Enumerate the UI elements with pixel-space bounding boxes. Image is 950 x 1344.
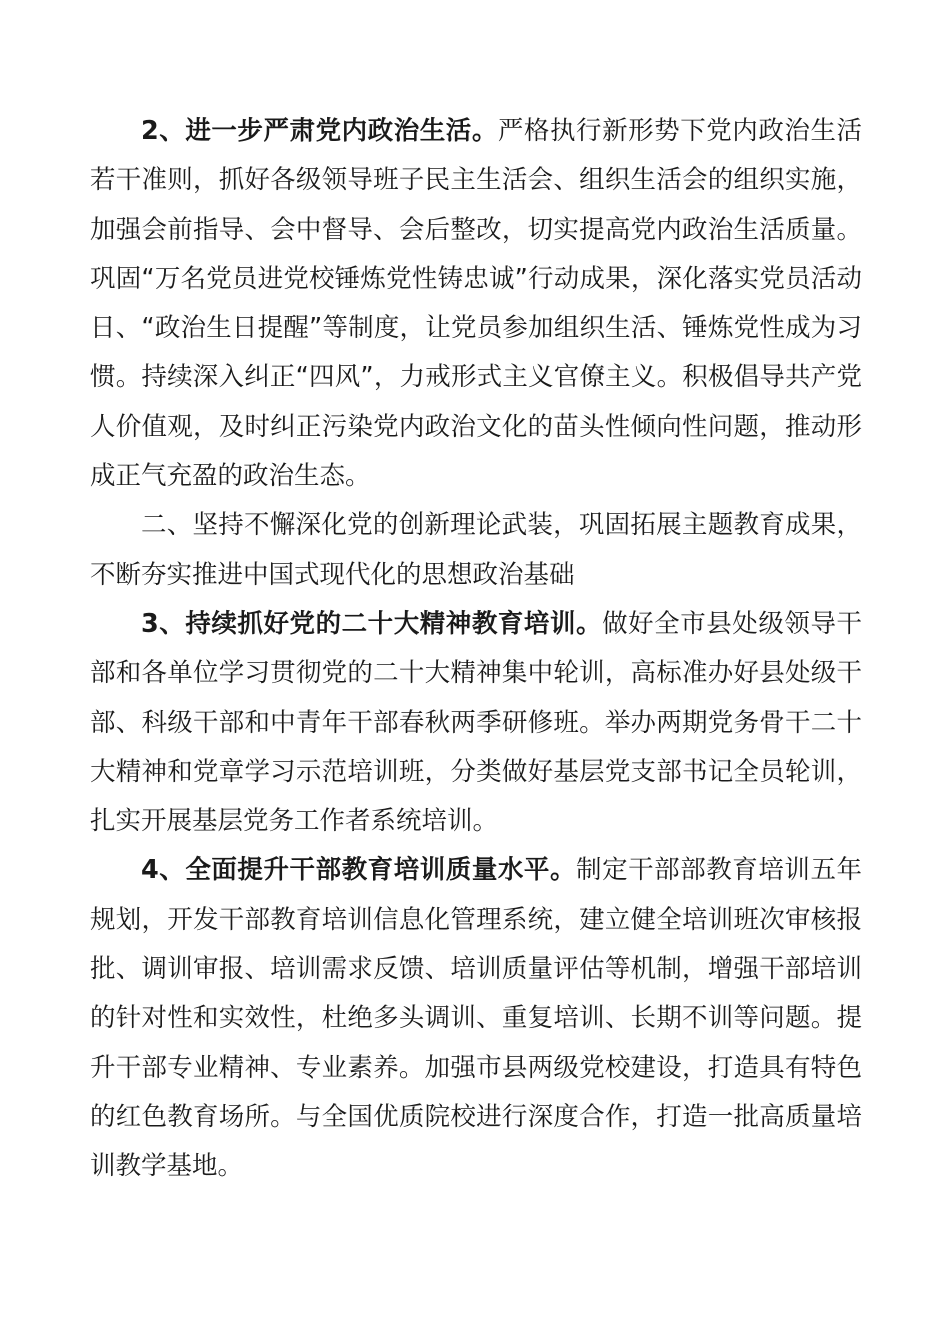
document-page bbox=[90, 107, 862, 1192]
paragraph-body: 制定干部部教育培训五年规划，开发干部教育培训信息化管理系统，建立健全培训班次审核报批、调训审报、培训需求反馈、培训质量评估等机制，增强干部培训的针对性和实效性，杜绝多头调训、重复培训、长期不训等问题。提升干部专业精神、专业素养。加强市县两级党校建设，打造具有特色的红色教育场所。与全国优质院校进行深度合作，打造一批高质量培训教学基地。 bbox=[90, 855, 862, 1182]
paragraph-cadre-training-quality bbox=[90, 846, 862, 1191]
paragraph-heading: 3、持续抓好党的二十大精神教育培训。 bbox=[141, 608, 603, 639]
paragraph-body: 做好全市县处级领导干部和各单位学习贯彻党的二十大精神集中轮训，高标准办好县处级干部、科级干部和中青年干部春秋两季研修班。举办两期党务骨干二十大精神和党章学习示范培训班，分类做好基层党支部书记全员轮训，扎实开展基层党务工作者系统培训。 bbox=[90, 608, 862, 837]
section-heading-text: 二、坚持不懈深化党的创新理论武装，巩固拓展主题教育成果，不断夯实推进中国式现代化的思想政治基础 bbox=[90, 510, 862, 590]
paragraph-heading: 4、全面提升干部教育培训质量水平。 bbox=[141, 855, 577, 886]
section-heading-theory-armament bbox=[90, 501, 862, 600]
paragraph-twentieth-congress-training bbox=[90, 600, 862, 846]
paragraph-strict-political-life bbox=[90, 107, 862, 501]
paragraph-heading: 2、进一步严肃党内政治生活。 bbox=[141, 116, 498, 146]
paragraph-body: 严格执行新形势下党内政治生活若干准则，抓好各级领导班子民主生活会、组织生活会的组织实施，加强会前指导、会中督导、会后整改，切实提高党内政治生活质量。巩固“万名党员进党校锤炼党性铸忠诚”行动成果，深化落实党员活动日、“政治生日提醒”等制度，让党员参加组织生活、锤炼党性成为习惯。持续深入纠正“四风”，力戒形式主义官僚主义。积极倡导共产党人价值观，及时纠正污染党内政治文化的苗头性倾向性问题，推动形成正气充盈的政治生态。 bbox=[90, 116, 862, 492]
